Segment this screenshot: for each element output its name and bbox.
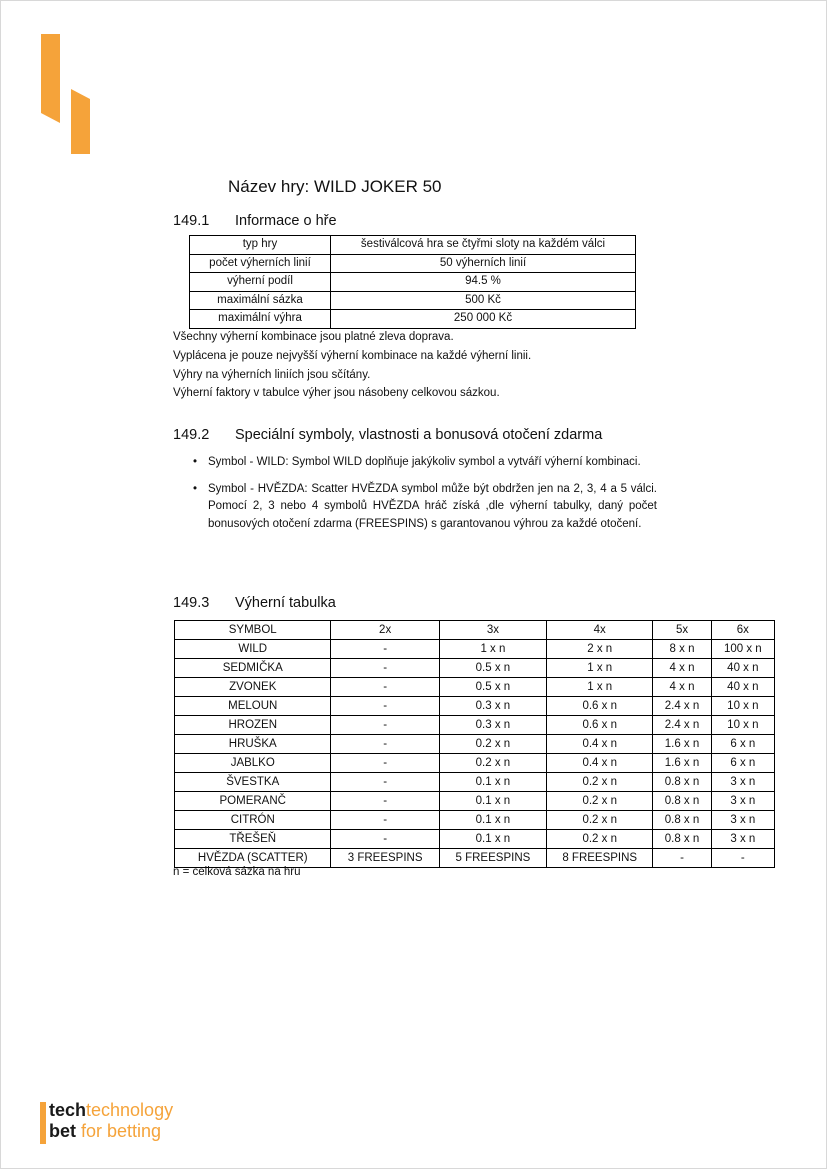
payout-cell: 0.6 x n bbox=[547, 716, 653, 735]
document-title: Název hry: WILD JOKER 50 bbox=[228, 177, 442, 196]
info-row bbox=[190, 310, 636, 329]
payout-cell: 3 x n bbox=[711, 811, 774, 830]
payout-cell: 40 x n bbox=[711, 678, 774, 697]
paytable bbox=[174, 620, 775, 868]
info-row bbox=[190, 254, 636, 273]
payout-cell: 4 x n bbox=[653, 678, 711, 697]
brand-logo-mark-icon bbox=[40, 33, 92, 155]
paytable-row bbox=[175, 659, 775, 678]
symbol-name: HROZEN bbox=[175, 716, 331, 735]
paytable-header-row bbox=[175, 621, 775, 640]
bullet-item bbox=[193, 481, 657, 534]
payout-cell: - bbox=[331, 773, 439, 792]
payout-cell: 0.1 x n bbox=[439, 773, 546, 792]
logo-bar-left bbox=[41, 34, 60, 123]
payout-cell: 0.2 x n bbox=[547, 792, 653, 811]
info-value: šestiválcová hra se čtyřmi sloty na každém válci bbox=[331, 236, 636, 255]
payout-cell: 4 x n bbox=[653, 659, 711, 678]
special-symbols-list bbox=[193, 454, 657, 542]
section-title: Informace o hře bbox=[235, 213, 337, 229]
payout-cell: 1 x n bbox=[439, 640, 546, 659]
payout-cell: 0.1 x n bbox=[439, 811, 546, 830]
bullet-icon: • bbox=[193, 482, 198, 495]
payout-cell: 3 x n bbox=[711, 792, 774, 811]
info-label: výherní podíl bbox=[190, 273, 331, 292]
logo-bar-right bbox=[71, 89, 90, 154]
bullet-item bbox=[193, 454, 657, 472]
paytable-row bbox=[175, 830, 775, 849]
payout-cell: 100 x n bbox=[711, 640, 774, 659]
payout-cell: 1 x n bbox=[547, 659, 653, 678]
payout-cell: - bbox=[331, 792, 439, 811]
payout-cell: 3 FREESPINS bbox=[331, 849, 439, 868]
column-header: SYMBOL bbox=[175, 621, 331, 640]
bullet-text: Symbol - HVĚZDA: Scatter HVĚZDA symbol může být obdržen jen na 2, 3, 4 a 5 válci. Pomocí 2, 3 nebo 4 symbolů HVĚZDA hráč získá ,dle výherní tabulky, daný počet bonusových otočení zdarma (FREESPINS) s garantovanou výhrou za každé otočení. bbox=[208, 482, 657, 530]
info-row bbox=[190, 291, 636, 310]
symbol-name: HVĚZDA (SCATTER) bbox=[175, 849, 331, 868]
section-title: Speciální symboly, vlastnosti a bonusová otočení zdarma bbox=[235, 427, 603, 443]
payout-cell: 2.4 x n bbox=[653, 716, 711, 735]
payout-cell: 3 x n bbox=[711, 830, 774, 849]
payout-cell: 0.5 x n bbox=[439, 659, 546, 678]
rule-note: Výhry na výherních liniích jsou sčítány. bbox=[173, 369, 371, 381]
payout-cell: 0.4 x n bbox=[547, 735, 653, 754]
paytable-row bbox=[175, 811, 775, 830]
payout-cell: 8 x n bbox=[653, 640, 711, 659]
logo-word-for-betting: for betting bbox=[81, 1121, 162, 1141]
payout-cell: 6 x n bbox=[711, 735, 774, 754]
column-header: 3x bbox=[439, 621, 546, 640]
symbol-name: TŘEŠEŇ bbox=[175, 830, 331, 849]
paytable-row bbox=[175, 773, 775, 792]
column-header: 2x bbox=[331, 621, 439, 640]
payout-cell: 2 x n bbox=[547, 640, 653, 659]
paytable-row bbox=[175, 792, 775, 811]
info-label: maximální sázka bbox=[190, 291, 331, 310]
paytable-row bbox=[175, 735, 775, 754]
symbol-name: SEDMIČKA bbox=[175, 659, 331, 678]
section-title: Výherní tabulka bbox=[235, 595, 336, 611]
symbol-name: MELOUN bbox=[175, 697, 331, 716]
payout-cell: 1 x n bbox=[547, 678, 653, 697]
payout-cell: 0.2 x n bbox=[547, 830, 653, 849]
payout-cell: 0.6 x n bbox=[547, 697, 653, 716]
paytable-row bbox=[175, 697, 775, 716]
payout-cell: 40 x n bbox=[711, 659, 774, 678]
column-header: 5x bbox=[653, 621, 711, 640]
payout-cell: 0.8 x n bbox=[653, 830, 711, 849]
payout-cell: 6 x n bbox=[711, 754, 774, 773]
payout-cell: 10 x n bbox=[711, 716, 774, 735]
payout-cell: 0.3 x n bbox=[439, 697, 546, 716]
symbol-name: ZVONEK bbox=[175, 678, 331, 697]
section-heading-paytable bbox=[173, 595, 336, 611]
payout-cell: - bbox=[331, 678, 439, 697]
payout-cell: - bbox=[331, 735, 439, 754]
payout-cell: 0.2 x n bbox=[439, 735, 546, 754]
paytable-row bbox=[175, 678, 775, 697]
section-number: 149.2 bbox=[173, 427, 210, 443]
symbol-name: ŠVESTKA bbox=[175, 773, 331, 792]
symbol-name: HRUŠKA bbox=[175, 735, 331, 754]
payout-cell: 5 FREESPINS bbox=[439, 849, 546, 868]
symbol-name: POMERANČ bbox=[175, 792, 331, 811]
info-row bbox=[190, 236, 636, 255]
payout-cell: 3 x n bbox=[711, 773, 774, 792]
payout-cell: 0.8 x n bbox=[653, 773, 711, 792]
paytable-row bbox=[175, 849, 775, 868]
column-header: 6x bbox=[711, 621, 774, 640]
payout-cell: - bbox=[653, 849, 711, 868]
logo-word-technology: technology bbox=[86, 1100, 174, 1120]
payout-cell: - bbox=[331, 811, 439, 830]
info-value: 250 000 Kč bbox=[331, 310, 636, 329]
payout-cell: 0.2 x n bbox=[439, 754, 546, 773]
info-label: maximální výhra bbox=[190, 310, 331, 329]
payout-cell: 2.4 x n bbox=[653, 697, 711, 716]
section-heading-special-symbols bbox=[173, 427, 602, 443]
paytable-row bbox=[175, 754, 775, 773]
rule-note: Vyplácena je pouze nejvyšší výherní kombinace na každé výherní linii. bbox=[173, 350, 532, 362]
info-label: typ hry bbox=[190, 236, 331, 255]
info-row bbox=[190, 273, 636, 292]
payout-cell: 0.8 x n bbox=[653, 811, 711, 830]
symbol-name: JABLKO bbox=[175, 754, 331, 773]
bullet-icon: • bbox=[193, 456, 198, 468]
payout-cell: 0.1 x n bbox=[439, 792, 546, 811]
payout-cell: - bbox=[331, 716, 439, 735]
payout-cell: 0.5 x n bbox=[439, 678, 546, 697]
payout-cell: - bbox=[331, 754, 439, 773]
info-value: 500 Kč bbox=[331, 291, 636, 310]
rule-note: Všechny výherní kombinace jsou platné zleva doprava. bbox=[173, 331, 454, 343]
paytable-footnote: n = celková sázka na hru bbox=[173, 866, 301, 878]
rule-note: Výherní faktory v tabulce výher jsou násobeny celkovou sázkou. bbox=[173, 387, 500, 399]
payout-cell: 1.6 x n bbox=[653, 735, 711, 754]
bullet-text: Symbol - WILD: Symbol WILD doplňuje jakýkoliv symbol a vytváří výherní kombinaci. bbox=[208, 456, 641, 468]
info-label: počet výherních linií bbox=[190, 254, 331, 273]
column-header: 4x bbox=[547, 621, 653, 640]
logo-word-bet: bet bbox=[49, 1121, 76, 1141]
symbol-name: WILD bbox=[175, 640, 331, 659]
payout-cell: - bbox=[331, 640, 439, 659]
logo-word-tech: tech bbox=[49, 1100, 87, 1120]
info-value: 94.5 % bbox=[331, 273, 636, 292]
payout-cell: - bbox=[711, 849, 774, 868]
section-number: 149.1 bbox=[173, 213, 210, 229]
payout-cell: - bbox=[331, 830, 439, 849]
info-value: 50 výherních linií bbox=[331, 254, 636, 273]
payout-cell: 0.2 x n bbox=[547, 773, 653, 792]
logo-accent-bar-icon bbox=[40, 1102, 46, 1144]
paytable-row bbox=[175, 640, 775, 659]
symbol-name: CITRÓN bbox=[175, 811, 331, 830]
game-info-table bbox=[189, 235, 636, 329]
payout-cell: 8 FREESPINS bbox=[547, 849, 653, 868]
payout-cell: 1.6 x n bbox=[653, 754, 711, 773]
payout-cell: 0.1 x n bbox=[439, 830, 546, 849]
paytable-row bbox=[175, 716, 775, 735]
payout-cell: 0.8 x n bbox=[653, 792, 711, 811]
payout-cell: 0.4 x n bbox=[547, 754, 653, 773]
payout-cell: 0.2 x n bbox=[547, 811, 653, 830]
techbet-logo bbox=[40, 1100, 173, 1144]
payout-cell: - bbox=[331, 697, 439, 716]
section-heading-info bbox=[173, 213, 337, 229]
payout-cell: 10 x n bbox=[711, 697, 774, 716]
payout-cell: - bbox=[331, 659, 439, 678]
payout-cell: 0.3 x n bbox=[439, 716, 546, 735]
section-number: 149.3 bbox=[173, 595, 210, 611]
